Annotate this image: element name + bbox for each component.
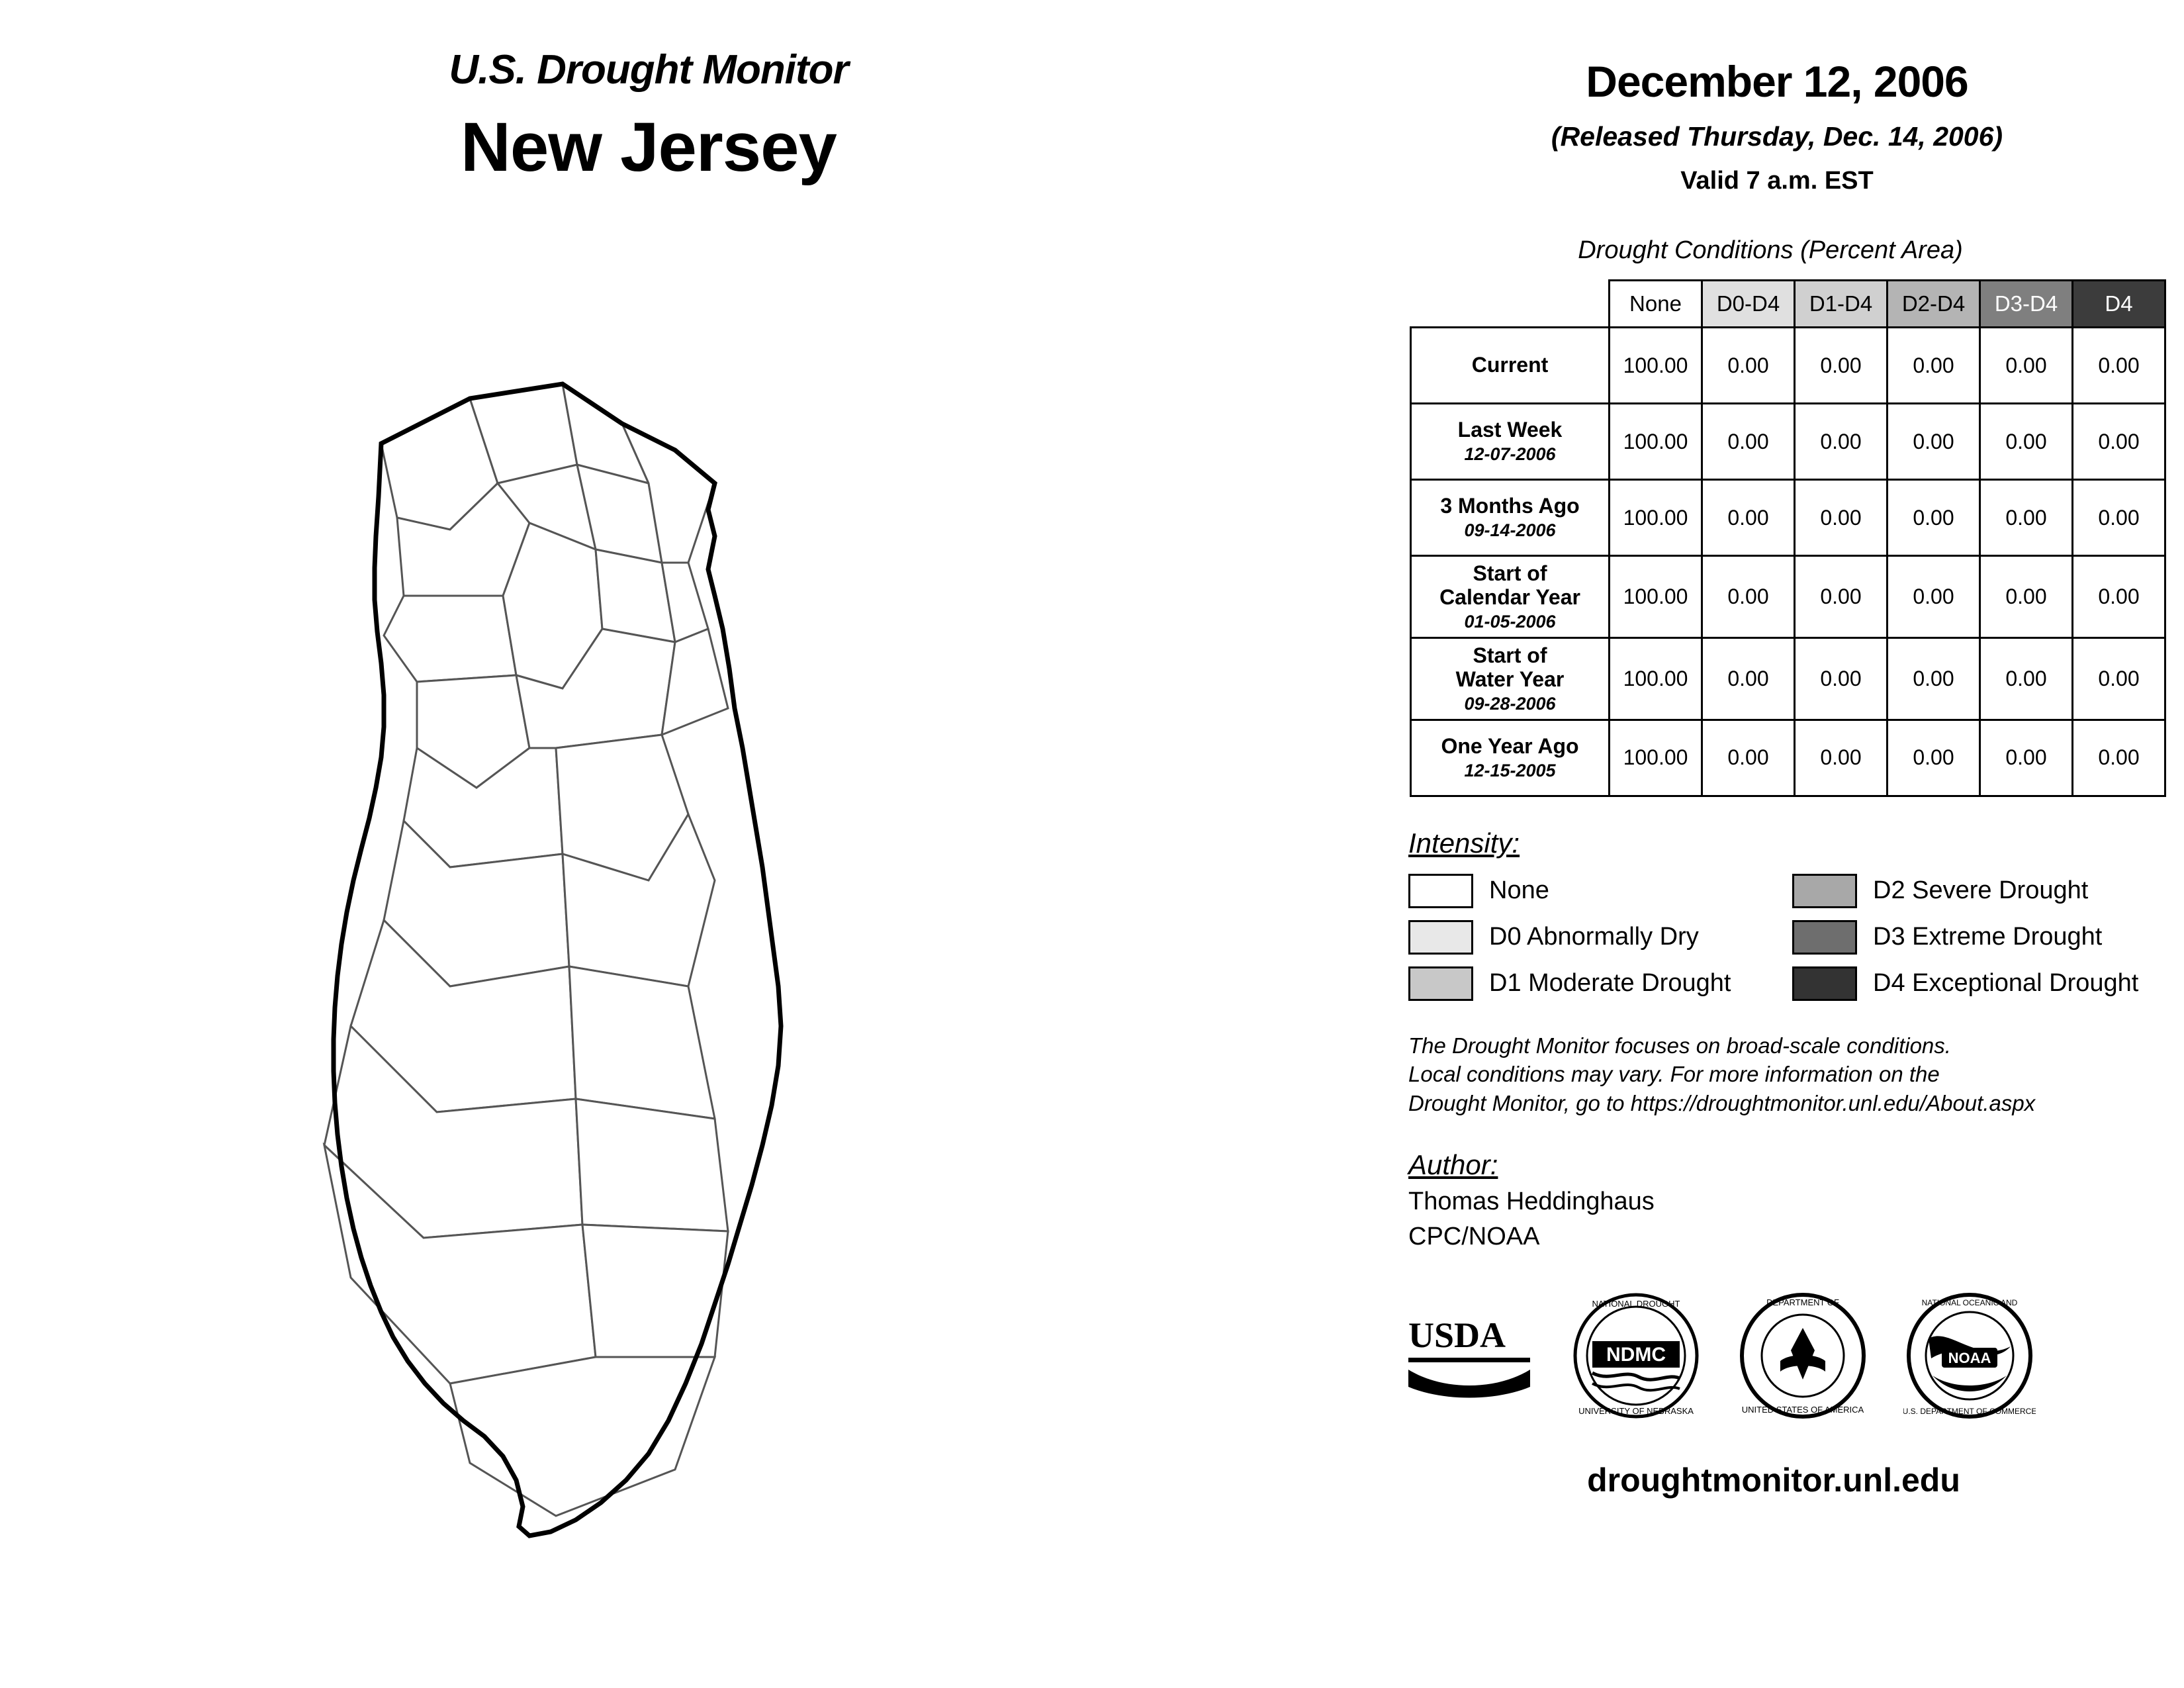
row-label-start-water-year xyxy=(1411,637,1610,720)
author-name: Thomas Heddinghaus xyxy=(1408,1188,1655,1216)
site-url[interactable]: droughtmonitor.unl.edu xyxy=(1587,1462,1960,1499)
row-label-text: Current xyxy=(1471,353,1549,377)
svg-text:NATIONAL DROUGHT: NATIONAL DROUGHT xyxy=(1592,1299,1680,1309)
drought-conditions-table xyxy=(1410,279,2166,797)
column-header-d1: D1-D4 xyxy=(1795,281,1888,328)
cell-current-d0: 0.00 xyxy=(1702,328,1795,404)
row-label-3-months-ago xyxy=(1411,480,1610,556)
cell-water-year-d2: 0.00 xyxy=(1888,637,1980,720)
cell-3-months-d1: 0.00 xyxy=(1795,480,1888,556)
svg-text:NATIONAL OCEANIC AND: NATIONAL OCEANIC AND xyxy=(1921,1298,2018,1308)
cell-calendar-year-d0: 0.00 xyxy=(1702,556,1795,638)
row-label-current xyxy=(1411,328,1610,404)
svg-text:U.S. DEPARTMENT OF COMMERCE: U.S. DEPARTMENT OF COMMERCE xyxy=(1903,1407,2036,1417)
column-header-none: None xyxy=(1610,281,1702,328)
intensity-legend xyxy=(1408,874,2163,1001)
cell-last-week-d1: 0.00 xyxy=(1795,404,1888,480)
row-label-start-calendar-year xyxy=(1411,556,1610,638)
svg-text:UNIVERSITY OF NEBRASKA: UNIVERSITY OF NEBRASKA xyxy=(1578,1406,1694,1417)
cell-water-year-d3: 0.00 xyxy=(1980,637,2073,720)
doc-logo xyxy=(1737,1289,1869,1425)
cell-one-year-d2: 0.00 xyxy=(1888,720,1980,796)
title-block xyxy=(0,46,1297,187)
cell-3-months-none: 100.00 xyxy=(1610,480,1702,556)
table-row xyxy=(1411,328,2165,404)
author-heading: Author: xyxy=(1408,1149,1498,1181)
svg-text:USDA: USDA xyxy=(1408,1315,1506,1356)
new-jersey-map[interactable] xyxy=(251,285,1046,1562)
row-label-text: 3 Months Ago xyxy=(1440,494,1580,518)
row-label-text: Last Week xyxy=(1457,418,1563,442)
noaa-logo xyxy=(1903,1289,2036,1425)
cell-3-months-d0: 0.00 xyxy=(1702,480,1795,556)
cell-current-d3: 0.00 xyxy=(1980,328,2073,404)
cell-current-d1: 0.00 xyxy=(1795,328,1888,404)
date-block xyxy=(1370,0,2184,195)
legend-item-none xyxy=(1408,874,1792,908)
legend-label-d4: D4 Exceptional Drought xyxy=(1873,969,2139,998)
table-header-row xyxy=(1411,281,2165,328)
cell-water-year-d1: 0.00 xyxy=(1795,637,1888,720)
cell-water-year-d4: 0.00 xyxy=(2073,637,2165,720)
table-row xyxy=(1411,720,2165,796)
table-caption: Drought Conditions (Percent Area) xyxy=(1578,236,1963,264)
column-header-d4: D4 xyxy=(2073,281,2165,328)
legend-item-d1 xyxy=(1408,966,1792,1001)
svg-text:DEPARTMENT OF: DEPARTMENT OF xyxy=(1766,1297,1839,1308)
cell-calendar-year-none: 100.00 xyxy=(1610,556,1702,638)
cell-water-year-d0: 0.00 xyxy=(1702,637,1795,720)
row-label-text: One Year Ago xyxy=(1441,734,1579,759)
map-date: December 12, 2006 xyxy=(1586,57,1968,106)
cell-3-months-d3: 0.00 xyxy=(1980,480,2073,556)
cell-3-months-d4: 0.00 xyxy=(2073,480,2165,556)
legend-label-d1: D1 Moderate Drought xyxy=(1489,969,1731,998)
swatch-d0 xyxy=(1408,920,1473,955)
cell-last-week-none: 100.00 xyxy=(1610,404,1702,480)
usda-logo xyxy=(1403,1306,1535,1409)
column-header-d0: D0-D4 xyxy=(1702,281,1795,328)
row-label-text: Start of Water Year xyxy=(1455,643,1565,691)
legend-item-d3 xyxy=(1792,920,2163,955)
cell-one-year-none: 100.00 xyxy=(1610,720,1702,796)
legend-label-d0: D0 Abnormally Dry xyxy=(1489,923,1699,951)
row-label-date: 12-15-2005 xyxy=(1464,761,1556,781)
swatch-d1 xyxy=(1408,966,1473,1001)
release-date: (Released Thursday, Dec. 14, 2006) xyxy=(1551,121,2003,152)
valid-time: Valid 7 a.m. EST xyxy=(1680,167,1874,195)
cell-one-year-d3: 0.00 xyxy=(1980,720,2073,796)
legend-item-d2 xyxy=(1792,874,2163,908)
table-row xyxy=(1411,556,2165,638)
cell-calendar-year-d1: 0.00 xyxy=(1795,556,1888,638)
cell-one-year-d0: 0.00 xyxy=(1702,720,1795,796)
cell-3-months-d2: 0.00 xyxy=(1888,480,1980,556)
cell-calendar-year-d4: 0.00 xyxy=(2073,556,2165,638)
svg-text:NDMC: NDMC xyxy=(1606,1344,1666,1366)
table-row xyxy=(1411,637,2165,720)
legend-label-none: None xyxy=(1489,876,1549,905)
intensity-heading: Intensity: xyxy=(1408,827,1520,859)
row-label-date: 12-07-2006 xyxy=(1464,444,1556,465)
swatch-d3 xyxy=(1792,920,1857,955)
swatch-d4 xyxy=(1792,966,1857,1001)
column-header-d3: D3-D4 xyxy=(1980,281,2073,328)
cell-last-week-d3: 0.00 xyxy=(1980,404,2073,480)
cell-last-week-d2: 0.00 xyxy=(1888,404,1980,480)
row-label-one-year-ago xyxy=(1411,720,1610,796)
page-supertitle: U.S. Drought Monitor xyxy=(449,47,848,93)
column-header-d2: D2-D4 xyxy=(1888,281,1980,328)
swatch-none xyxy=(1408,874,1473,908)
cell-water-year-none: 100.00 xyxy=(1610,637,1702,720)
svg-text:UNITED STATES OF AMERICA: UNITED STATES OF AMERICA xyxy=(1741,1405,1864,1415)
table-row xyxy=(1411,480,2165,556)
logo-row xyxy=(1403,1289,2164,1425)
table-corner-cell xyxy=(1411,281,1610,328)
cell-one-year-d1: 0.00 xyxy=(1795,720,1888,796)
swatch-d2 xyxy=(1792,874,1857,908)
info-panel xyxy=(1370,0,2184,1688)
cell-last-week-d0: 0.00 xyxy=(1702,404,1795,480)
cell-last-week-d4: 0.00 xyxy=(2073,404,2165,480)
cell-current-d2: 0.00 xyxy=(1888,328,1980,404)
cell-one-year-d4: 0.00 xyxy=(2073,720,2165,796)
cell-calendar-year-d2: 0.00 xyxy=(1888,556,1980,638)
page-title: New Jersey xyxy=(461,109,837,186)
svg-text:NOAA: NOAA xyxy=(1948,1350,1991,1367)
table-row xyxy=(1411,404,2165,480)
row-label-date: 09-28-2006 xyxy=(1464,693,1556,714)
legend-label-d2: D2 Severe Drought xyxy=(1873,876,2089,905)
legend-item-d4 xyxy=(1792,966,2163,1001)
disclaimer-text: The Drought Monitor focuses on broad-scale conditions. Local conditions may vary. For more information on the Drought Monitor, go to https://droughtmonitor.unl.edu/About.aspx xyxy=(1408,1033,2036,1115)
legend-label-d3: D3 Extreme Drought xyxy=(1873,923,2103,951)
ndmc-logo xyxy=(1570,1289,1702,1425)
author-affiliation: CPC/NOAA xyxy=(1408,1223,1540,1251)
cell-calendar-year-d3: 0.00 xyxy=(1980,556,2073,638)
row-label-last-week xyxy=(1411,404,1610,480)
cell-current-none: 100.00 xyxy=(1610,328,1702,404)
row-label-date: 01-05-2006 xyxy=(1464,611,1556,632)
cell-current-d4: 0.00 xyxy=(2073,328,2165,404)
row-label-text: Start of Calendar Year xyxy=(1439,561,1580,609)
row-label-date: 09-14-2006 xyxy=(1464,520,1556,541)
legend-item-d0 xyxy=(1408,920,1792,955)
